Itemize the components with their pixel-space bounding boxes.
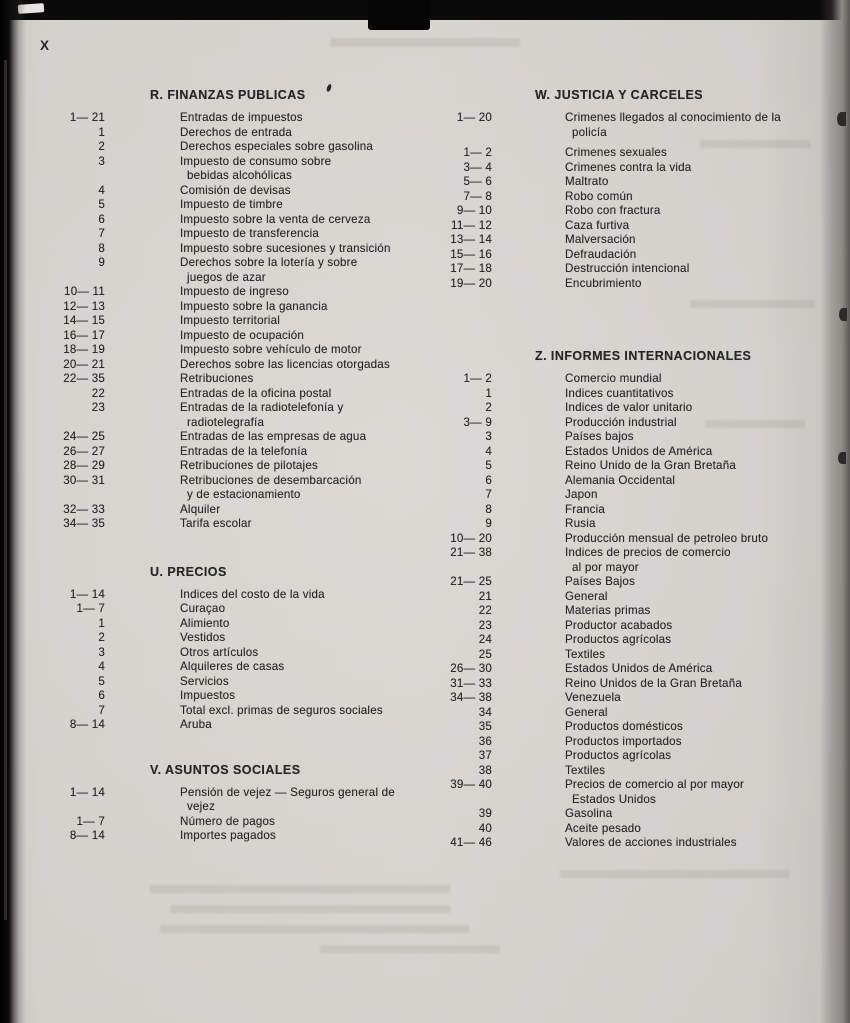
- index-entry: [43, 387, 443, 402]
- entry-number: 7: [485, 488, 492, 501]
- entry-label: Retribuciones de desembarcación y de estacionamiento: [180, 474, 443, 503]
- entry-number: 2: [98, 140, 105, 153]
- index-entry: [432, 111, 837, 140]
- bleed-through-artifact: [330, 38, 520, 47]
- index-entry: [43, 617, 443, 632]
- index-entry: [432, 546, 837, 575]
- entry-label: Reino Unidos de la Gran Bretaña: [565, 676, 742, 690]
- index-section: [43, 763, 443, 844]
- entry-number: 7: [98, 703, 105, 717]
- index-entry: [43, 155, 443, 184]
- entry-label: Alemania Occidental: [565, 473, 676, 487]
- index-entry: [43, 660, 443, 675]
- entry-number: 10— 20: [450, 531, 492, 545]
- index-section: [43, 565, 443, 733]
- entry-number: 22— 35: [63, 372, 105, 385]
- index-entry: [432, 161, 837, 176]
- entry-number: 4: [485, 444, 492, 458]
- entry-label: Derechos especiales sobre gasolina: [180, 140, 374, 153]
- index-entry: [43, 285, 443, 300]
- entry-label: Total excl. primas de seguros sociales: [180, 703, 383, 717]
- entry-label: Importes pagados: [180, 829, 277, 842]
- entry-label: Entradas de la radiotelefonía y radiotelegrafía: [180, 401, 443, 430]
- entry-number: 32— 33: [63, 502, 105, 516]
- entry-number: 10— 11: [64, 285, 105, 298]
- entry-label: Productos agrícolas: [565, 633, 672, 646]
- section-entries: [432, 372, 837, 851]
- entry-number: 8: [485, 502, 492, 516]
- entry-label: General: [565, 705, 608, 719]
- entry-number: 36: [478, 734, 492, 748]
- entry-label: Aruba: [180, 718, 212, 731]
- entry-label: Alquileres de casas: [180, 660, 285, 673]
- index-entry: [432, 749, 837, 764]
- index-entry: [43, 689, 443, 704]
- index-entry: [432, 277, 837, 292]
- bleed-through-artifact: [320, 945, 500, 953]
- entry-number: 5: [98, 674, 105, 688]
- entry-label: Entradas de las empresas de agua: [180, 430, 367, 443]
- entry-number: 39— 40: [450, 778, 492, 791]
- index-entry: [432, 416, 837, 431]
- entry-label: General: [565, 589, 608, 603]
- entry-label-continuation: al por mayor: [572, 560, 639, 574]
- entry-number: 28— 29: [63, 459, 105, 472]
- index-entry: [43, 140, 443, 155]
- entry-number: 6: [98, 212, 105, 226]
- entry-label: Productos domésticos: [565, 720, 684, 733]
- page-number: X: [40, 38, 50, 53]
- index-entry: [432, 219, 837, 234]
- index-entry: [432, 233, 837, 248]
- index-entry: [43, 227, 443, 242]
- index-entry: [432, 590, 837, 605]
- index-entry: [43, 126, 443, 141]
- entry-number: 13— 14: [450, 233, 492, 246]
- entry-label: Crimenes llegados al conocimiento de la policía: [565, 111, 837, 140]
- entry-number: 31— 33: [450, 676, 492, 690]
- index-entry: [43, 517, 443, 532]
- entry-label: Defraudación: [565, 247, 637, 261]
- entry-label-continuation: juegos de azar: [187, 270, 266, 284]
- index-entry: [432, 517, 837, 532]
- index-entry: [43, 704, 443, 719]
- index-section: [432, 88, 837, 291]
- index-entry: [432, 706, 837, 721]
- entry-number: 5: [98, 198, 105, 211]
- entry-number: 4: [98, 183, 105, 197]
- index-entry: [432, 459, 837, 474]
- entry-number: 1: [485, 386, 492, 400]
- entry-number: 12— 13: [63, 299, 105, 313]
- entry-label: Materias primas: [565, 604, 651, 617]
- entry-number: 1: [98, 616, 105, 630]
- entry-number: 5— 6: [463, 175, 492, 188]
- entry-label: Precios de comercio al por mayor Estados Unidos: [565, 778, 837, 807]
- entry-number: 35: [478, 720, 492, 733]
- entry-label: Indices de precios de comercio al por mayor: [565, 546, 837, 575]
- left-column: [43, 88, 443, 844]
- index-entry: [43, 401, 443, 430]
- entry-label: Tarifa escolar: [180, 517, 252, 530]
- entry-number: 40: [478, 821, 492, 835]
- index-entry: [43, 631, 443, 646]
- entry-label: Estados Unidos de América: [565, 662, 713, 675]
- index-entry: [432, 778, 837, 807]
- entry-number: 15— 16: [450, 247, 492, 261]
- entry-label: Impuesto sobre vehículo de motor: [180, 343, 362, 356]
- entry-number: 6: [98, 689, 105, 702]
- index-entry: [43, 314, 443, 329]
- entry-number: 39: [478, 807, 492, 820]
- entry-label: Derechos de entrada: [180, 125, 293, 139]
- index-entry: [432, 372, 837, 387]
- index-entry: [43, 213, 443, 228]
- binding-mark: [838, 452, 846, 464]
- entry-number: 22: [91, 386, 105, 400]
- entry-number: 24— 25: [63, 430, 105, 443]
- entry-number: 19— 20: [450, 276, 492, 290]
- entry-label: Valores de acciones industriales: [565, 836, 737, 849]
- entry-number: 3— 4: [463, 160, 492, 174]
- entry-label: Japon: [565, 488, 598, 501]
- entry-number: 8— 14: [69, 829, 105, 842]
- index-entry: [43, 459, 443, 474]
- entry-number: 1: [98, 125, 105, 139]
- index-entry: [432, 401, 837, 416]
- entry-label: Entradas de impuestos: [180, 111, 303, 124]
- index-entry: [432, 248, 837, 263]
- entry-label: Retribuciones de pilotajes: [180, 459, 318, 472]
- index-entry: [432, 204, 837, 219]
- section-title: V. ASUNTOS SOCIALES: [150, 762, 301, 777]
- index-entry: [432, 387, 837, 402]
- entry-label: Impuesto sobre la ganancia: [180, 299, 328, 313]
- entry-number: 41— 46: [450, 836, 492, 849]
- entry-label: Impuesto de ingreso: [180, 285, 289, 298]
- entry-label: Francia: [565, 502, 606, 516]
- index-entry: [432, 662, 837, 677]
- entry-number: 1— 7: [76, 602, 105, 615]
- entry-number: 26— 27: [63, 444, 105, 458]
- entry-number: 22: [478, 604, 492, 617]
- entry-label: Impuesto de consumo sobre bebidas alcohólicas: [180, 155, 443, 184]
- index-entry: [432, 807, 837, 822]
- index-entry: [43, 602, 443, 617]
- entry-label: Comisión de devisas: [180, 183, 291, 197]
- entry-label: Estados Unidos de América: [565, 444, 713, 458]
- section-title: W. JUSTICIA Y CARCELES: [535, 88, 704, 102]
- entry-number: 7— 8: [463, 189, 492, 203]
- section-entries: [43, 786, 443, 844]
- scan-top-tab-artifact: [368, 0, 430, 30]
- entry-label: Otros artículos: [180, 645, 259, 659]
- index-entry: [43, 372, 443, 387]
- entry-label: Curaçao: [180, 602, 226, 615]
- entry-number: 25: [478, 647, 492, 661]
- entry-label: Productos agrícolas: [565, 749, 672, 762]
- index-entry: [432, 146, 837, 161]
- section-entries: [43, 588, 443, 733]
- entry-label: Países Bajos: [565, 575, 636, 588]
- entry-number: 1— 21: [69, 111, 105, 124]
- index-entry: [43, 829, 443, 844]
- entry-label: Impuesto territorial: [180, 314, 281, 327]
- entry-number: 14— 15: [63, 314, 105, 327]
- entry-label: Número de pagos: [180, 814, 276, 828]
- entry-label: Comercio mundial: [565, 372, 662, 385]
- entry-number: 3: [485, 430, 492, 443]
- entry-number: 23: [91, 401, 105, 414]
- entry-label: Indices de valor unitario: [565, 401, 693, 414]
- entry-number: 38: [478, 763, 492, 777]
- entry-label: Impuesto de ocupación: [180, 328, 305, 342]
- index-entry: [432, 445, 837, 460]
- index-entry: [43, 675, 443, 690]
- index-entry: [432, 677, 837, 692]
- entry-label: Productos importados: [565, 734, 682, 748]
- entry-number: 2: [485, 401, 492, 414]
- entry-number: 3: [98, 154, 105, 168]
- entry-label: Destrucción intencional: [565, 262, 690, 275]
- entry-label: Malversación: [565, 233, 636, 246]
- entry-label: Alimiento: [180, 616, 230, 630]
- entry-number: 2: [98, 631, 105, 644]
- index-entry: [432, 604, 837, 619]
- entry-label: Servicios: [180, 674, 229, 688]
- binding-mark: [837, 112, 846, 126]
- entry-label: Textiles: [565, 647, 606, 661]
- entry-label: Entradas de la telefonía: [180, 444, 308, 458]
- entry-label: Indices del costo de la vida: [180, 587, 325, 601]
- index-entry: [432, 720, 837, 735]
- entry-number: 4: [98, 660, 105, 673]
- entry-label-continuation: radiotelegrafía: [187, 415, 265, 429]
- entry-label: Derechos sobre la lotería y sobre juegos de azar: [180, 256, 443, 285]
- index-entry: [43, 343, 443, 358]
- index-entry: [43, 815, 443, 830]
- entry-number: 18— 19: [63, 343, 105, 356]
- entry-number: 11— 12: [451, 218, 492, 232]
- entry-label: Vestidos: [180, 631, 226, 644]
- entry-number: 1— 14: [69, 785, 105, 799]
- entry-label: Maltrato: [565, 175, 609, 188]
- section-title: R. FINANZAS PUBLICAS: [150, 88, 306, 102]
- index-entry: [43, 242, 443, 257]
- entry-number: 1— 14: [69, 587, 105, 601]
- entry-number: 3— 9: [463, 415, 492, 429]
- section-title: U. PRECIOS: [150, 564, 227, 579]
- entry-label: Gasolina: [565, 807, 613, 820]
- entry-number: 23: [478, 618, 492, 632]
- index-entry: [432, 532, 837, 547]
- section-entries: [432, 111, 837, 291]
- entry-label: Pensión de vejez — Seguros general de vejez: [180, 786, 443, 815]
- index-entry: [432, 575, 837, 590]
- entry-number: 17— 18: [450, 262, 492, 275]
- index-entry: [432, 633, 837, 648]
- entry-number: 24: [478, 633, 492, 646]
- entry-number: 1— 20: [456, 111, 492, 124]
- entry-label: Impuestos: [180, 689, 236, 702]
- entry-number: 21— 38: [450, 546, 492, 559]
- entry-number: 5: [485, 459, 492, 472]
- entry-label: Alquiler: [180, 502, 221, 516]
- entry-label: Encubrimiento: [565, 276, 642, 290]
- index-entry: [432, 619, 837, 634]
- index-entry: [432, 190, 837, 205]
- entry-number: 26— 30: [450, 662, 492, 675]
- entry-label-continuation: policía: [572, 125, 607, 139]
- index-entry: [43, 300, 443, 315]
- entry-label: Países bajos: [565, 430, 634, 443]
- index-entry: [432, 735, 837, 750]
- entry-label: Textiles: [565, 763, 606, 777]
- entry-label: Entradas de la oficina postal: [180, 386, 332, 400]
- index-entry: [43, 474, 443, 503]
- entry-number: 21— 25: [450, 575, 492, 588]
- index-entry: [432, 764, 837, 779]
- entry-label: Retribuciones: [180, 372, 254, 385]
- index-entry: [43, 445, 443, 460]
- entry-label: Impuesto de timbre: [180, 198, 283, 211]
- binding-mark: [839, 308, 847, 321]
- section-entries: [43, 111, 443, 532]
- entry-number: 8— 14: [69, 718, 105, 731]
- index-entry: [43, 198, 443, 213]
- entry-number: 8: [98, 241, 105, 255]
- entry-number: 9: [485, 517, 492, 530]
- entry-number: 3: [98, 645, 105, 659]
- index-entry: [43, 430, 443, 445]
- bleed-through-artifact: [560, 870, 790, 878]
- index-entry: [43, 111, 443, 126]
- scan-left-streak-artifact: [4, 60, 7, 920]
- index-entry: [432, 836, 837, 851]
- entry-label: Impuesto sobre la venta de cerveza: [180, 212, 371, 226]
- entry-label-continuation: vejez: [187, 800, 216, 813]
- entry-label-continuation: y de estacionamiento: [187, 488, 301, 501]
- index-entry: [43, 256, 443, 285]
- bleed-through-artifact: [170, 905, 450, 913]
- index-entry: [432, 262, 837, 277]
- entry-label: Derechos sobre las licencias otorgadas: [180, 357, 390, 371]
- right-column: [432, 88, 837, 851]
- entry-number: 9: [98, 256, 105, 269]
- index-entry: [432, 691, 837, 706]
- index-entry: [43, 786, 443, 815]
- index-entry: [43, 358, 443, 373]
- index-section: [43, 88, 443, 532]
- index-entry: [43, 718, 443, 733]
- entry-label: Robo común: [565, 189, 633, 203]
- entry-label: Producción mensual de petroleo bruto: [565, 531, 769, 545]
- entry-label-continuation: Estados Unidos: [572, 792, 657, 806]
- index-entry: [432, 430, 837, 445]
- entry-number: 16— 17: [63, 328, 105, 342]
- index-section: [432, 349, 837, 851]
- bleed-through-artifact: [150, 885, 450, 893]
- index-entry: [432, 503, 837, 518]
- entry-label: Robo con fractura: [565, 204, 661, 217]
- entry-number: 1— 2: [463, 372, 492, 385]
- entry-number: 1— 7: [76, 814, 105, 828]
- entry-label: Rusia: [565, 517, 596, 530]
- entry-label: Aceite pesado: [565, 821, 642, 835]
- entry-label: Producción industrial: [565, 415, 677, 429]
- entry-label: Crimenes contra la vida: [565, 160, 692, 174]
- entry-label: Crimenes sexuales: [565, 146, 667, 159]
- entry-label: Impuesto sobre sucesiones y transición: [180, 241, 391, 255]
- index-entry: [43, 588, 443, 603]
- index-entry: [43, 184, 443, 199]
- entry-number: 34— 38: [450, 691, 492, 704]
- bleed-through-artifact: [160, 925, 470, 933]
- entry-number: 30— 31: [63, 473, 105, 487]
- entry-number: 1— 2: [463, 146, 492, 159]
- entry-label: Reino Unido de la Gran Bretaña: [565, 459, 736, 472]
- entry-label: Caza furtiva: [565, 218, 630, 232]
- entry-number: 6: [485, 473, 492, 487]
- entry-number: 9— 10: [456, 204, 492, 217]
- entry-label: Impuesto de transferencia: [180, 227, 320, 240]
- index-entry: [432, 822, 837, 837]
- index-entry: [43, 646, 443, 661]
- section-title: Z. INFORMES INTERNACIONALES: [535, 349, 752, 363]
- entry-number: 21: [478, 589, 492, 603]
- entry-number: 7: [98, 227, 105, 240]
- entry-number: 34: [478, 705, 492, 719]
- index-entry: [432, 474, 837, 489]
- index-entry: [432, 488, 837, 503]
- entry-number: 20— 21: [63, 357, 105, 371]
- entry-label-continuation: bebidas alcohólicas: [187, 169, 292, 182]
- index-entry: [432, 648, 837, 663]
- index-entry: [43, 503, 443, 518]
- entry-number: 34— 35: [63, 517, 105, 530]
- entry-label: Venezuela: [565, 691, 621, 704]
- entry-label: Productor acabados: [565, 618, 673, 632]
- entry-label: Indices cuantitativos: [565, 386, 674, 400]
- entry-number: 37: [478, 749, 492, 762]
- index-entry: [432, 175, 837, 190]
- index-entry: [43, 329, 443, 344]
